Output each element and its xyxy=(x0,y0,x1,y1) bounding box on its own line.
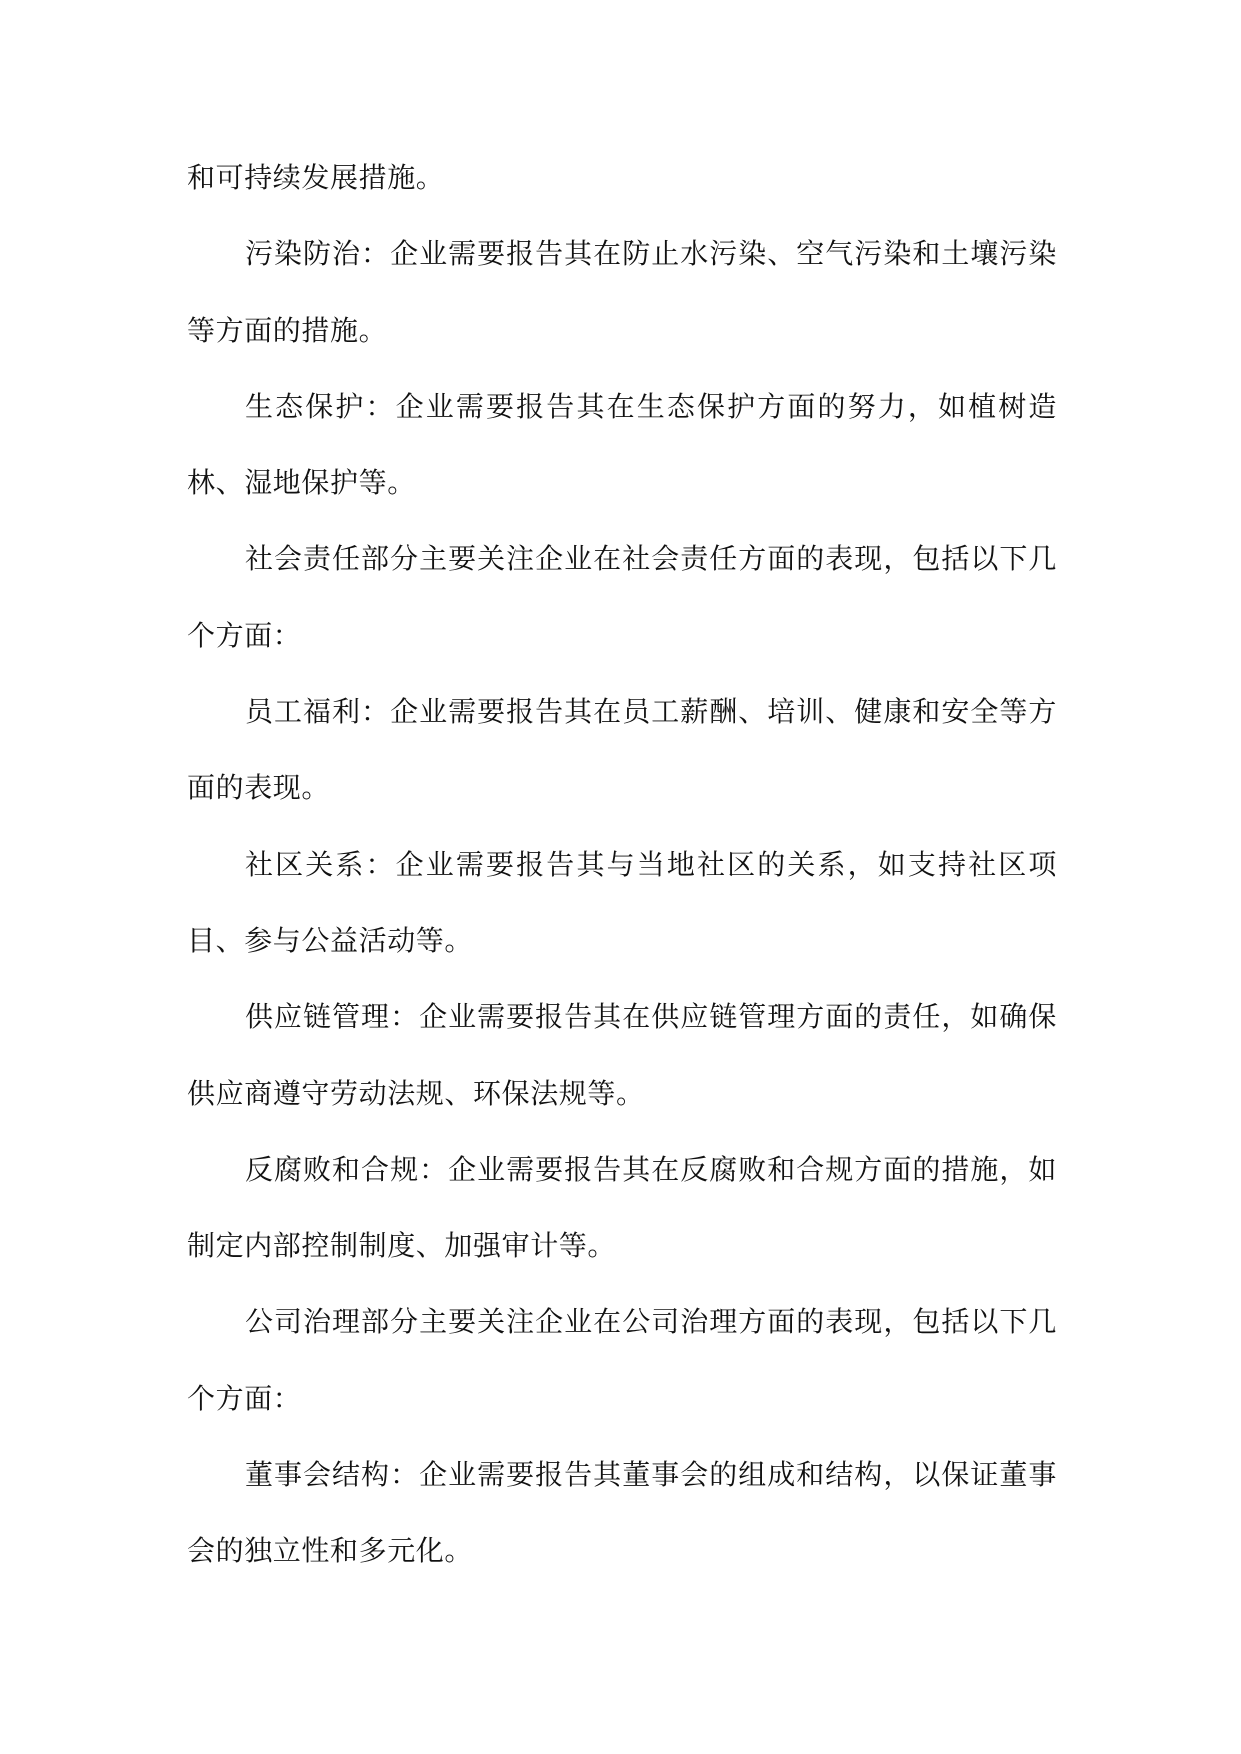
paragraph-pollution-control: 污染防治：企业需要报告其在防止水污染、空气污染和土壤污染等方面的措施。 xyxy=(187,237,1057,347)
paragraph-anti-corruption: 反腐败和合规：企业需要报告其在反腐败和合规方面的措施，如制定内部控制制度、加强审计等。 xyxy=(187,1152,1057,1263)
paragraph-board-structure: 董事会结构：企业需要报告其董事会的组成和结构，以保证董事会的独立性和多元化。 xyxy=(187,1458,1057,1568)
paragraph-governance-intro: 公司治理部分主要关注企业在公司治理方面的表现，包括以下几个方面： xyxy=(187,1305,1057,1415)
paragraph-continuation: 和可持续发展措施。 xyxy=(187,161,445,194)
paragraph-ecological-protection: 生态保护：企业需要报告其在生态保护方面的努力，如植树造林、湿地保护等。 xyxy=(187,389,1057,500)
paragraph-social-responsibility-intro: 社会责任部分主要关注企业在社会责任方面的表现，包括以下几个方面： xyxy=(187,542,1057,652)
paragraph-community-relations: 社区关系：企业需要报告其与当地社区的关系，如支持社区项目、参与公益活动等。 xyxy=(187,847,1057,957)
paragraph-supply-chain: 供应链管理：企业需要报告其在供应链管理方面的责任，如确保供应商遵守劳动法规、环保法规等。 xyxy=(187,1000,1057,1110)
document-body xyxy=(187,140,1057,1590)
paragraph-employee-welfare: 员工福利：企业需要报告其在员工薪酬、培训、健康和安全等方面的表现。 xyxy=(187,695,1057,805)
